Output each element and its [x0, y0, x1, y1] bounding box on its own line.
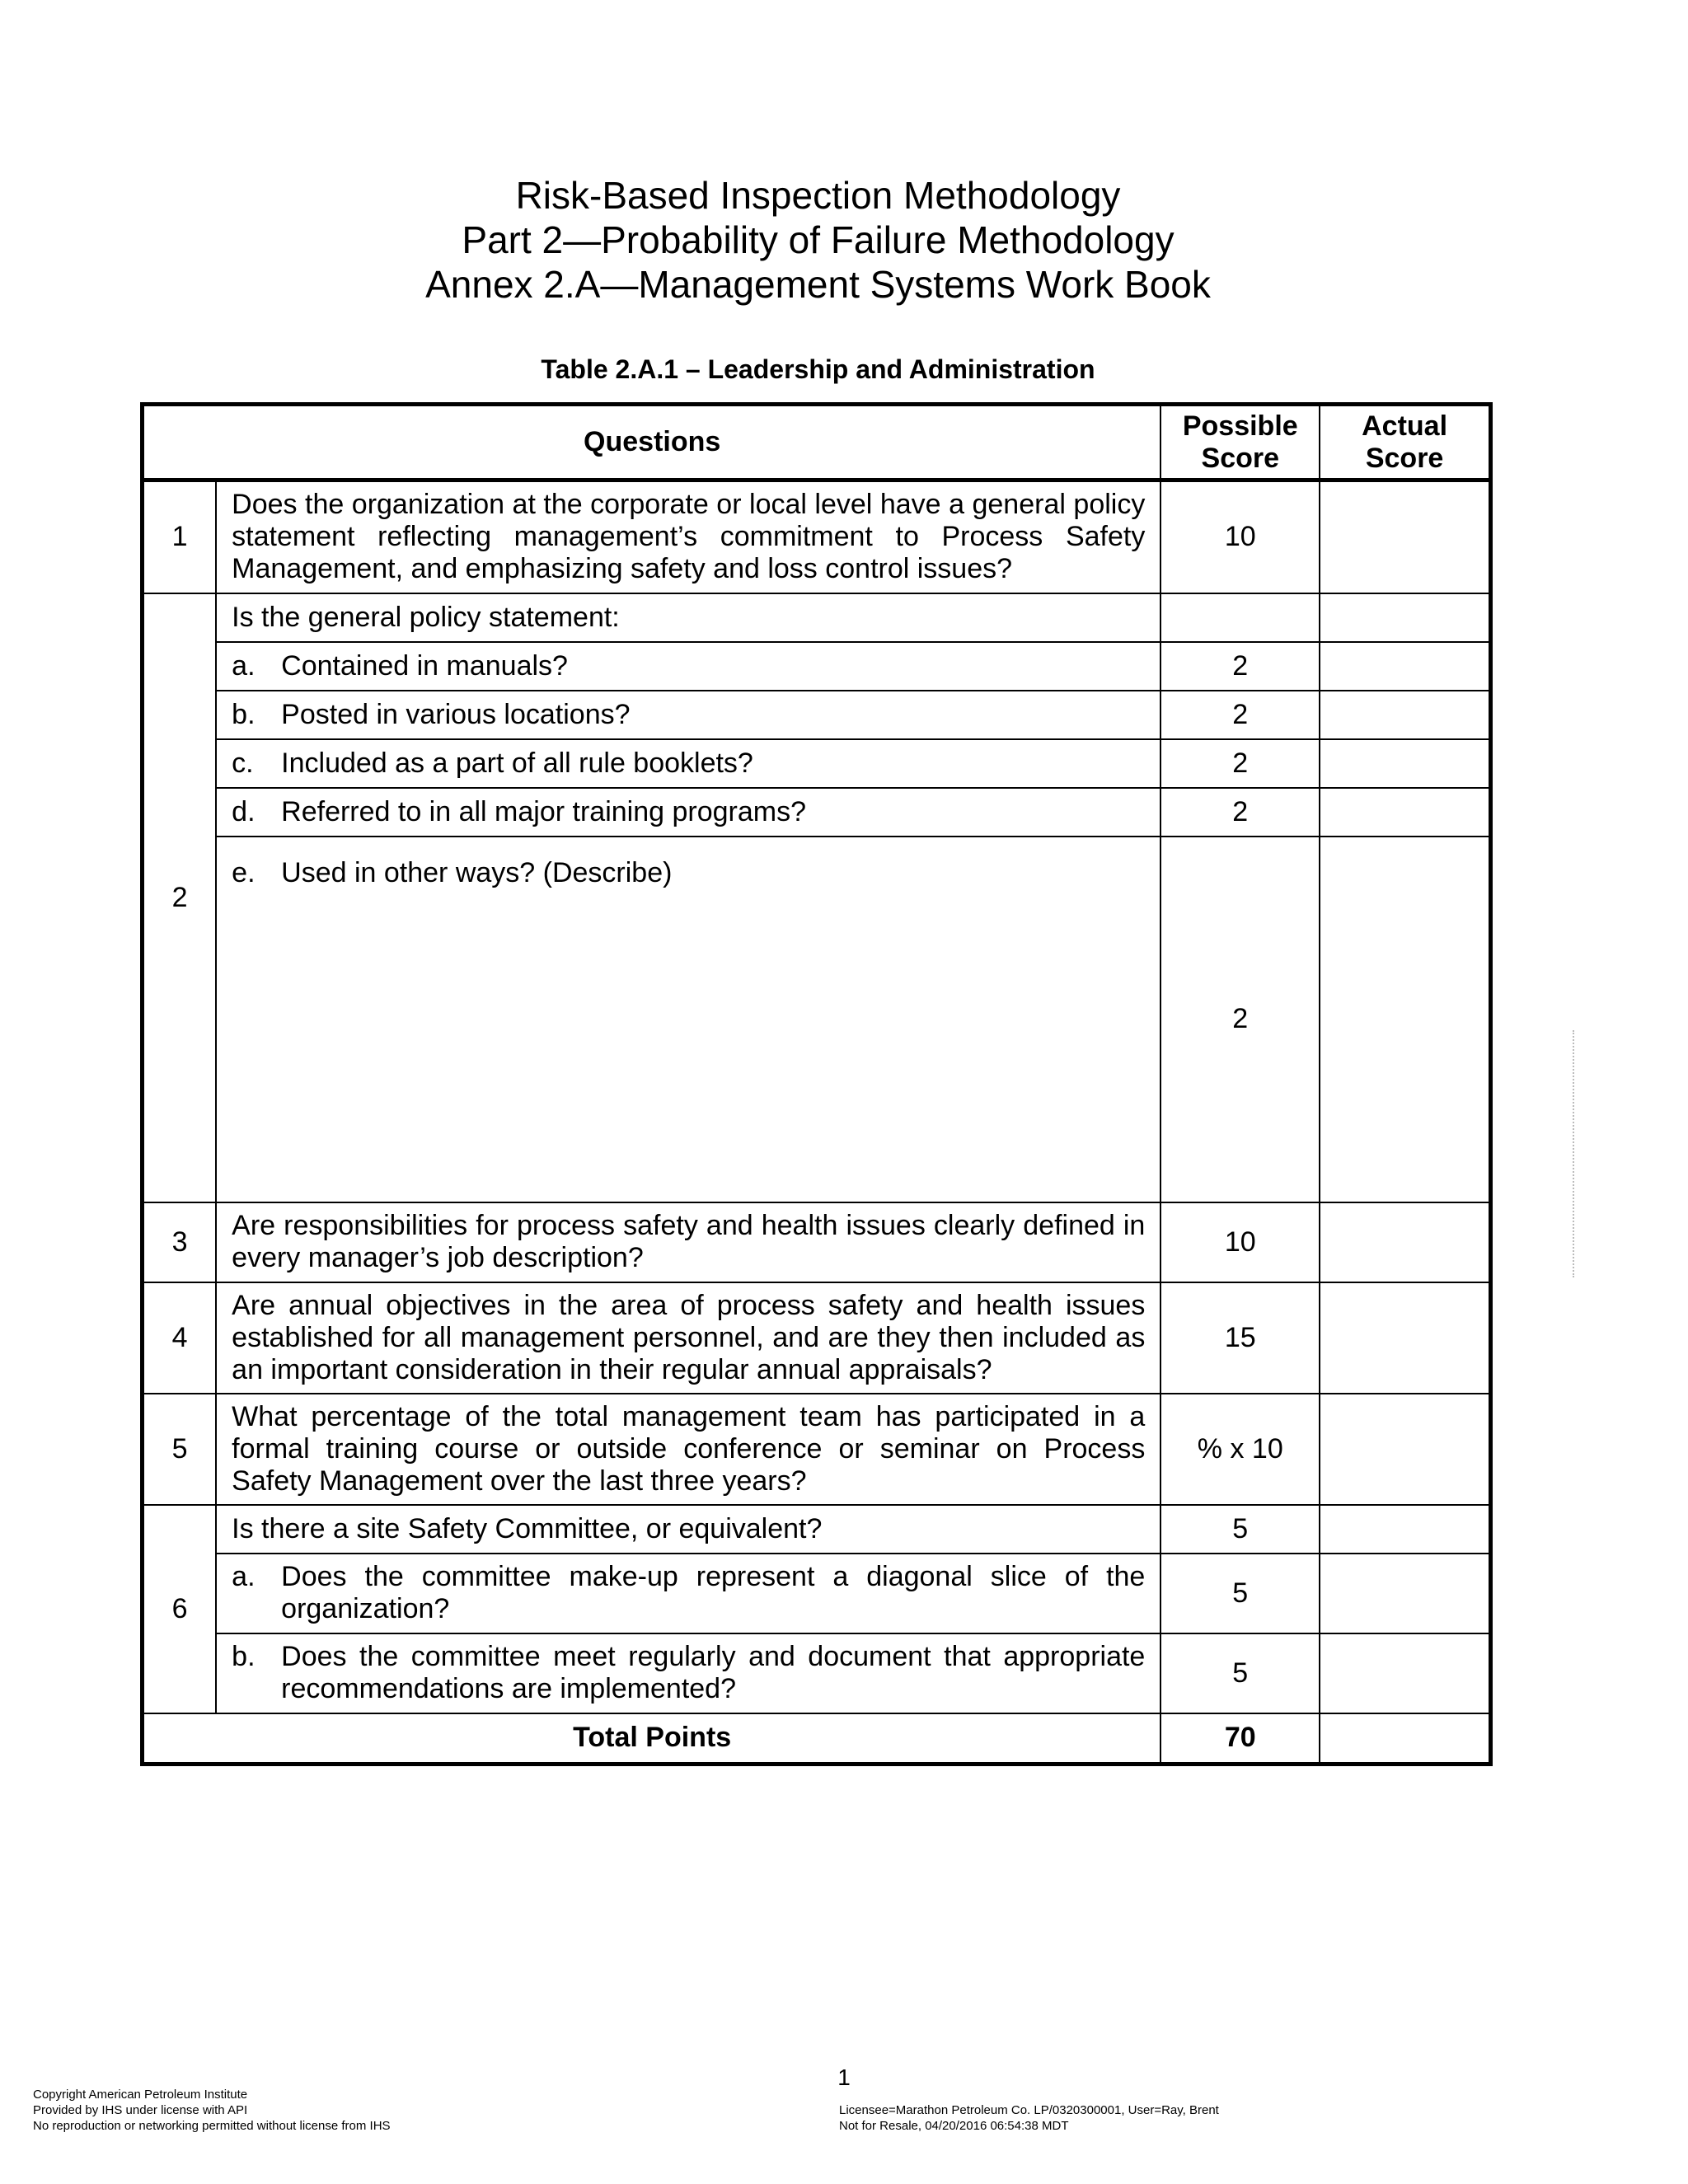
title-line-2: Part 2—Probability of Failure Methodology [462, 218, 1175, 261]
footer-right-line-1: Licensee=Marathon Petroleum Co. LP/0320300001, User=Ray, Brent [839, 2103, 1219, 2117]
table-row [143, 1202, 1491, 1282]
table-row [143, 788, 1491, 837]
table-row [143, 480, 1491, 593]
table-row [143, 642, 1491, 691]
sub-question-label: e. [232, 856, 256, 888]
header-actual-score: Actual Score [1320, 405, 1490, 480]
sub-question-label: b. [232, 1641, 256, 1672]
total-actual-score-cell[interactable] [1320, 1713, 1490, 1765]
footer-left-line-1: Copyright American Petroleum Institute [33, 2088, 248, 2102]
table-row [143, 739, 1491, 788]
question-number: 5 [143, 1394, 217, 1505]
table-row [143, 1282, 1491, 1394]
question-text: What percentage of the total management team has participated in a formal training course or outside conference or seminar on Process Safety Management over the last three years? [216, 1394, 1160, 1505]
possible-score: % x 10 [1160, 1394, 1320, 1505]
actual-score-cell[interactable] [1320, 1202, 1490, 1282]
possible-score [1160, 593, 1320, 642]
question-number: 4 [143, 1282, 217, 1394]
question-text: Are annual objectives in the area of process safety and health issues established for all management personnel, and are they then included as an important consideration in their regular annual appraisals? [216, 1282, 1160, 1394]
possible-score: 15 [1160, 1282, 1320, 1394]
sub-question-text: Used in other ways? (Describe) [281, 856, 673, 888]
question-text: Is there a site Safety Committee, or equivalent? [216, 1505, 1160, 1554]
possible-score: 5 [1160, 1554, 1320, 1633]
possible-score: 2 [1160, 691, 1320, 739]
actual-score-cell[interactable] [1320, 480, 1490, 593]
question-number: 2 [143, 593, 217, 1202]
margin-mark [1573, 1030, 1578, 1277]
total-row [143, 1713, 1491, 1765]
table-header-row [143, 405, 1491, 480]
possible-score: 2 [1160, 642, 1320, 691]
sub-question [216, 788, 1160, 837]
actual-score-cell[interactable] [1320, 1633, 1490, 1713]
table-row [143, 1394, 1491, 1505]
sub-question [216, 691, 1160, 739]
actual-score-cell[interactable] [1320, 642, 1490, 691]
possible-score: 5 [1160, 1505, 1320, 1554]
footer-copyright [33, 2087, 391, 2134]
sub-question-label: a. [232, 1561, 256, 1592]
table-row [143, 1554, 1491, 1633]
sub-question-label: d. [232, 795, 256, 827]
actual-score-cell[interactable] [1320, 1394, 1490, 1505]
question-text: Is the general policy statement: [216, 593, 1160, 642]
document-title [0, 173, 1636, 307]
footer-left-line-2: Provided by IHS under license with API [33, 2103, 248, 2117]
leadership-table [140, 402, 1493, 1766]
sub-question [216, 837, 1160, 1202]
actual-score-cell[interactable] [1320, 788, 1490, 837]
question-number: 6 [143, 1505, 217, 1713]
possible-score: 2 [1160, 837, 1320, 1202]
table-caption: Table 2.A.1 – Leadership and Administration [541, 354, 1095, 384]
sub-question-label: b. [232, 698, 256, 730]
sub-question-label: a. [232, 649, 256, 682]
actual-score-cell[interactable] [1320, 1505, 1490, 1554]
actual-score-cell[interactable] [1320, 593, 1490, 642]
question-text: Does the organization at the corporate or local level have a general policy statement reflecting management’s commitment to Process Safety Management, and emphasizing safety and loss control issues? [216, 480, 1160, 593]
question-number: 3 [143, 1202, 217, 1282]
question-number: 1 [143, 480, 217, 593]
possible-score: 5 [1160, 1633, 1320, 1713]
possible-score: 2 [1160, 739, 1320, 788]
actual-score-cell[interactable] [1320, 691, 1490, 739]
sub-question-text: Referred to in all major training programs? [281, 795, 806, 827]
sub-question-text: Contained in manuals? [281, 649, 568, 682]
possible-score: 10 [1160, 1202, 1320, 1282]
footer-right-line-2: Not for Resale, 04/20/2016 06:54:38 MDT [839, 2119, 1069, 2133]
sub-question-text: Posted in various locations? [281, 698, 631, 730]
sub-question [216, 1554, 1160, 1633]
footer-license [839, 2102, 1219, 2134]
question-text: Are responsibilities for process safety and health issues clearly defined in every manager’s job description? [216, 1202, 1160, 1282]
sub-question [216, 739, 1160, 788]
actual-score-cell[interactable] [1320, 739, 1490, 788]
sub-question-text: Does the committee meet regularly and document that appropriate recommendations are implemented? [281, 1641, 1146, 1704]
actual-score-cell[interactable] [1320, 837, 1490, 1202]
header-possible-score: Possible Score [1160, 405, 1320, 480]
sub-question-label: c. [232, 747, 254, 779]
table-row [143, 837, 1491, 1202]
header-questions: Questions [143, 405, 1161, 480]
page-number: 1 [837, 2064, 851, 2090]
possible-score: 10 [1160, 480, 1320, 593]
table-row [143, 1633, 1491, 1713]
table-row [143, 593, 1491, 642]
sub-question-text: Included as a part of all rule booklets? [281, 747, 753, 779]
footer-left-line-3: No reproduction or networking permitted without license from IHS [33, 2119, 391, 2133]
possible-score: 2 [1160, 788, 1320, 837]
title-line-3: Annex 2.A—Management Systems Work Book [425, 263, 1211, 306]
total-possible-score: 70 [1160, 1713, 1320, 1765]
sub-question-text: Does the committee make-up represent a diagonal slice of the organization? [281, 1561, 1146, 1624]
sub-question [216, 642, 1160, 691]
sub-question [216, 1633, 1160, 1713]
table-row [143, 1505, 1491, 1554]
actual-score-cell[interactable] [1320, 1282, 1490, 1394]
title-line-1: Risk-Based Inspection Methodology [515, 174, 1121, 217]
total-label: Total Points [143, 1713, 1161, 1765]
actual-score-cell[interactable] [1320, 1554, 1490, 1633]
table-row [143, 691, 1491, 739]
